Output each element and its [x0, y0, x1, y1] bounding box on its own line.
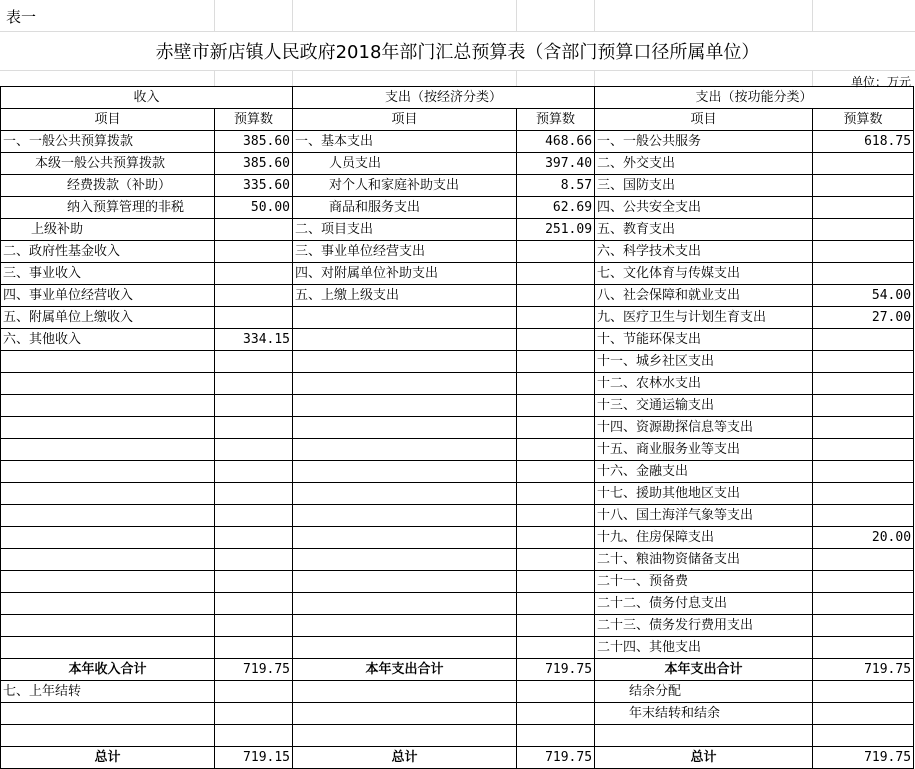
income-value-cell[interactable] [215, 461, 293, 483]
func-value-cell[interactable] [813, 549, 914, 571]
econ-value-cell[interactable] [517, 373, 595, 395]
econ-value-cell[interactable] [517, 593, 595, 615]
econ-value-cell[interactable] [517, 329, 595, 351]
table-row [1, 197, 914, 219]
econ-value-cell[interactable]: 468.66 [517, 131, 595, 153]
blank-row [1, 725, 914, 747]
func-value-cell[interactable]: 618.75 [813, 131, 914, 153]
gridline [292, 70, 293, 86]
econ-item-cell[interactable]: 五、上缴上级支出 [293, 285, 517, 307]
econ-value-cell[interactable]: 62.69 [517, 197, 595, 219]
econ-item-cell[interactable]: 四、对附属单位补助支出 [293, 263, 517, 285]
func-item-cell[interactable]: 五、教育支出 [595, 219, 813, 241]
income-item-cell[interactable]: 一、一般公共预算拨款 [1, 131, 215, 153]
page-title[interactable]: 赤壁市新店镇人民政府2018年部门汇总预算表（含部门预算口径所属单位） [155, 42, 760, 63]
func-item-cell[interactable]: 九、医疗卫生与计划生育支出 [595, 307, 813, 329]
income-empty-value[interactable] [215, 703, 293, 725]
income-item-cell[interactable] [1, 637, 215, 659]
func-item-cell[interactable]: 二、外交支出 [595, 153, 813, 175]
income-value-cell[interactable]: 50.00 [215, 197, 293, 219]
income-item-cell[interactable]: 本级一般公共预算拨款 [1, 153, 215, 175]
empty-cell[interactable] [215, 725, 293, 747]
income-item-cell[interactable]: 五、附属单位上缴收入 [1, 307, 215, 329]
econ-total-value[interactable]: 719.75 [517, 659, 595, 681]
income-empty-cell[interactable] [1, 703, 215, 725]
gridline [594, 70, 595, 86]
func-item-cell[interactable]: 二十三、债务发行费用支出 [595, 615, 813, 637]
func-item-cell[interactable]: 十一、城乡社区支出 [595, 351, 813, 373]
table-row [1, 549, 914, 571]
econ-value-cell[interactable]: 397.40 [517, 153, 595, 175]
func-section-header[interactable]: 支出（按功能分类） [595, 87, 914, 109]
func-item-cell[interactable]: 二十一、预备费 [595, 571, 813, 593]
income-carryover-value[interactable] [215, 681, 293, 703]
income-value-cell[interactable] [215, 417, 293, 439]
income-value-cell[interactable] [215, 593, 293, 615]
income-grand-total-label[interactable]: 总计 [1, 747, 215, 769]
income-value-cell[interactable]: 385.60 [215, 131, 293, 153]
econ-value-cell[interactable] [517, 263, 595, 285]
func-value-cell[interactable] [813, 615, 914, 637]
econ-item-cell[interactable]: 商品和服务支出 [293, 197, 517, 219]
income-value-cell[interactable] [215, 373, 293, 395]
econ-item-cell[interactable] [293, 351, 517, 373]
income-total-label[interactable]: 本年收入合计 [1, 659, 215, 681]
econ-value-cell[interactable] [517, 285, 595, 307]
func-item-cell[interactable]: 十三、交通运输支出 [595, 395, 813, 417]
table-row [1, 263, 914, 285]
econ-grand-total-label[interactable]: 总计 [293, 747, 517, 769]
income-item-cell[interactable]: 纳入预算管理的非税 [1, 197, 215, 219]
func-year-end-balance-value[interactable] [813, 703, 914, 725]
income-item-cell[interactable] [1, 395, 215, 417]
func-value-cell[interactable] [813, 395, 914, 417]
econ-carryover-value[interactable] [517, 681, 595, 703]
gridline [214, 70, 215, 86]
func-item-cell[interactable]: 十八、国土海洋气象等支出 [595, 505, 813, 527]
budget-table [0, 86, 914, 769]
econ-value-cell[interactable] [517, 351, 595, 373]
func-item-cell[interactable]: 二十、粮油物资储备支出 [595, 549, 813, 571]
table-row [1, 615, 914, 637]
income-value-cell[interactable]: 385.60 [215, 153, 293, 175]
econ-item-cell[interactable] [293, 417, 517, 439]
income-value-cell[interactable] [215, 241, 293, 263]
gridline [516, 70, 517, 86]
econ-carryover-label[interactable] [293, 681, 517, 703]
empty-cell[interactable] [1, 725, 215, 747]
econ-value-cell[interactable]: 251.09 [517, 219, 595, 241]
income-item-cell[interactable] [1, 527, 215, 549]
func-value-cell[interactable] [813, 197, 914, 219]
gridline [0, 31, 915, 32]
econ-item-cell[interactable] [293, 505, 517, 527]
func-surplus-allocation-label[interactable]: 结余分配 [595, 681, 813, 703]
unit-label[interactable]: 单位：万元 [850, 75, 911, 89]
table-row [1, 593, 914, 615]
func-value-cell[interactable] [813, 483, 914, 505]
econ-item-cell[interactable] [293, 527, 517, 549]
gridline [812, 0, 813, 31]
table-row [1, 527, 914, 549]
annual-total-row [1, 659, 914, 681]
econ-value-cell[interactable] [517, 417, 595, 439]
func-value-cell[interactable] [813, 263, 914, 285]
func-item-cell[interactable]: 二十四、其他支出 [595, 637, 813, 659]
table-row [1, 307, 914, 329]
income-value-cell[interactable]: 335.60 [215, 175, 293, 197]
func-value-cell[interactable] [813, 175, 914, 197]
econ-item-cell[interactable] [293, 461, 517, 483]
func-value-cell[interactable] [813, 241, 914, 263]
econ-value-cell[interactable] [517, 461, 595, 483]
table-row [1, 505, 914, 527]
econ-item-cell[interactable]: 人员支出 [293, 153, 517, 175]
income-value-cell[interactable] [215, 549, 293, 571]
income-item-cell[interactable] [1, 505, 215, 527]
income-grand-total-value[interactable]: 719.15 [215, 747, 293, 769]
empty-cell[interactable] [517, 725, 595, 747]
econ-empty-value[interactable] [517, 703, 595, 725]
income-carryover-label[interactable]: 七、上年结转 [1, 681, 215, 703]
econ-item-cell[interactable] [293, 549, 517, 571]
func-surplus-allocation-value[interactable] [813, 681, 914, 703]
func-item-cell[interactable]: 七、文化体育与传媒支出 [595, 263, 813, 285]
func-value-cell[interactable] [813, 461, 914, 483]
income-section-header[interactable]: 收入 [1, 87, 293, 109]
table-row [1, 285, 914, 307]
income-value-cell[interactable] [215, 439, 293, 461]
func-value-cell[interactable] [813, 373, 914, 395]
income-value-cell[interactable] [215, 637, 293, 659]
income-item-cell[interactable] [1, 417, 215, 439]
econ-total-label[interactable]: 本年支出合计 [293, 659, 517, 681]
func-item-cell[interactable]: 十二、农林水支出 [595, 373, 813, 395]
income-item-cell[interactable]: 上级补助 [1, 219, 215, 241]
income-total-value[interactable]: 719.75 [215, 659, 293, 681]
table-row [1, 131, 914, 153]
func-item-cell[interactable]: 四、公共安全支出 [595, 197, 813, 219]
income-item-cell[interactable] [1, 549, 215, 571]
func-value-cell[interactable]: 20.00 [813, 527, 914, 549]
carryover-row [1, 703, 914, 725]
econ-value-cell[interactable] [517, 615, 595, 637]
column-header-row [1, 109, 914, 131]
income-item-cell[interactable] [1, 593, 215, 615]
table-row [1, 373, 914, 395]
func-value-cell[interactable] [813, 219, 914, 241]
econ-grand-total-value[interactable]: 719.75 [517, 747, 595, 769]
empty-cell[interactable] [293, 725, 517, 747]
econ-item-cell[interactable]: 对个人和家庭补助支出 [293, 175, 517, 197]
func-value-cell[interactable] [813, 593, 914, 615]
table-row [1, 439, 914, 461]
income-item-cell[interactable] [1, 615, 215, 637]
section-header-row [1, 87, 914, 109]
econ-item-cell[interactable] [293, 329, 517, 351]
carryover-row [1, 681, 914, 703]
econ-item-cell[interactable] [293, 373, 517, 395]
func-value-cell[interactable] [813, 417, 914, 439]
table-row [1, 395, 914, 417]
econ-budget-header[interactable]: 预算数 [517, 109, 595, 131]
func-grand-total-value[interactable]: 719.75 [813, 747, 914, 769]
econ-value-cell[interactable] [517, 571, 595, 593]
income-value-cell[interactable] [215, 615, 293, 637]
func-value-cell[interactable] [813, 329, 914, 351]
econ-item-header[interactable]: 项目 [293, 109, 517, 131]
income-item-cell[interactable]: 三、事业收入 [1, 263, 215, 285]
econ-value-cell[interactable] [517, 439, 595, 461]
econ-item-cell[interactable] [293, 593, 517, 615]
func-total-value[interactable]: 719.75 [813, 659, 914, 681]
func-value-cell[interactable] [813, 153, 914, 175]
func-item-cell[interactable]: 八、社会保障和就业支出 [595, 285, 813, 307]
income-value-cell[interactable] [215, 571, 293, 593]
econ-item-cell[interactable] [293, 571, 517, 593]
func-year-end-balance-label[interactable]: 年末结转和结余 [595, 703, 813, 725]
func-item-cell[interactable]: 十五、商业服务业等支出 [595, 439, 813, 461]
empty-cell[interactable] [595, 725, 813, 747]
income-item-cell[interactable] [1, 351, 215, 373]
table-row [1, 461, 914, 483]
econ-item-cell[interactable] [293, 395, 517, 417]
table-row [1, 329, 914, 351]
func-item-cell[interactable]: 十四、资源勘探信息等支出 [595, 417, 813, 439]
econ-value-cell[interactable] [517, 483, 595, 505]
table-row [1, 219, 914, 241]
gridline [214, 0, 215, 31]
econ-value-cell[interactable] [517, 527, 595, 549]
func-value-cell[interactable]: 27.00 [813, 307, 914, 329]
gridline [292, 0, 293, 31]
income-value-cell[interactable] [215, 527, 293, 549]
income-item-cell[interactable] [1, 483, 215, 505]
func-item-cell[interactable]: 一、一般公共服务 [595, 131, 813, 153]
func-value-cell[interactable] [813, 571, 914, 593]
income-item-cell[interactable] [1, 373, 215, 395]
table-row [1, 153, 914, 175]
func-item-cell[interactable]: 十六、金融支出 [595, 461, 813, 483]
econ-section-header[interactable]: 支出（按经济分类） [293, 87, 595, 109]
func-value-cell[interactable] [813, 637, 914, 659]
income-item-cell[interactable] [1, 461, 215, 483]
func-grand-total-label[interactable]: 总计 [595, 747, 813, 769]
income-budget-header[interactable]: 预算数 [215, 109, 293, 131]
econ-empty-cell[interactable] [293, 703, 517, 725]
gridline [594, 0, 595, 31]
income-item-header[interactable]: 项目 [1, 109, 215, 131]
income-item-cell[interactable] [1, 439, 215, 461]
func-item-cell[interactable]: 六、科学技术支出 [595, 241, 813, 263]
econ-item-cell[interactable] [293, 483, 517, 505]
income-value-cell[interactable] [215, 395, 293, 417]
econ-value-cell[interactable]: 8.57 [517, 175, 595, 197]
income-item-cell[interactable]: 四、事业单位经营收入 [1, 285, 215, 307]
income-value-cell[interactable] [215, 219, 293, 241]
table-row [1, 637, 914, 659]
income-item-cell[interactable]: 经费拨款（补助） [1, 175, 215, 197]
econ-value-cell[interactable] [517, 637, 595, 659]
table-row [1, 241, 914, 263]
income-value-cell[interactable] [215, 285, 293, 307]
econ-item-cell[interactable] [293, 637, 517, 659]
income-item-cell[interactable] [1, 571, 215, 593]
func-item-cell[interactable]: 三、国防支出 [595, 175, 813, 197]
table-row [1, 175, 914, 197]
func-item-cell[interactable]: 十九、住房保障支出 [595, 527, 813, 549]
econ-item-cell[interactable] [293, 307, 517, 329]
econ-value-cell[interactable] [517, 505, 595, 527]
income-value-cell[interactable]: 334.15 [215, 329, 293, 351]
income-value-cell[interactable] [215, 505, 293, 527]
econ-value-cell[interactable] [517, 395, 595, 417]
table-row [1, 571, 914, 593]
table-row [1, 351, 914, 373]
gridline [812, 70, 813, 86]
func-total-label[interactable]: 本年支出合计 [595, 659, 813, 681]
func-item-header[interactable]: 项目 [595, 109, 813, 131]
income-value-cell[interactable] [215, 351, 293, 373]
func-item-cell[interactable]: 十、节能环保支出 [595, 329, 813, 351]
econ-value-cell[interactable] [517, 307, 595, 329]
income-value-cell[interactable] [215, 263, 293, 285]
func-value-cell[interactable] [813, 439, 914, 461]
func-value-cell[interactable] [813, 351, 914, 373]
income-value-cell[interactable] [215, 483, 293, 505]
econ-value-cell[interactable] [517, 241, 595, 263]
func-value-cell[interactable]: 54.00 [813, 285, 914, 307]
func-budget-header[interactable]: 预算数 [813, 109, 914, 131]
grand-total-row [1, 747, 914, 769]
gridline [0, 70, 915, 71]
func-item-cell[interactable]: 二十二、债务付息支出 [595, 593, 813, 615]
econ-item-cell[interactable] [293, 439, 517, 461]
econ-item-cell[interactable] [293, 615, 517, 637]
econ-value-cell[interactable] [517, 549, 595, 571]
empty-cell[interactable] [813, 725, 914, 747]
econ-item-cell[interactable]: 三、事业单位经营支出 [293, 241, 517, 263]
income-item-cell[interactable]: 二、政府性基金收入 [1, 241, 215, 263]
sheet-label[interactable]: 表一 [6, 8, 37, 26]
func-value-cell[interactable] [813, 505, 914, 527]
income-value-cell[interactable] [215, 307, 293, 329]
func-item-cell[interactable]: 十七、援助其他地区支出 [595, 483, 813, 505]
table-row [1, 417, 914, 439]
table-row [1, 483, 914, 505]
econ-item-cell[interactable]: 一、基本支出 [293, 131, 517, 153]
income-item-cell[interactable]: 六、其他收入 [1, 329, 215, 351]
econ-item-cell[interactable]: 二、项目支出 [293, 219, 517, 241]
gridline [516, 0, 517, 31]
